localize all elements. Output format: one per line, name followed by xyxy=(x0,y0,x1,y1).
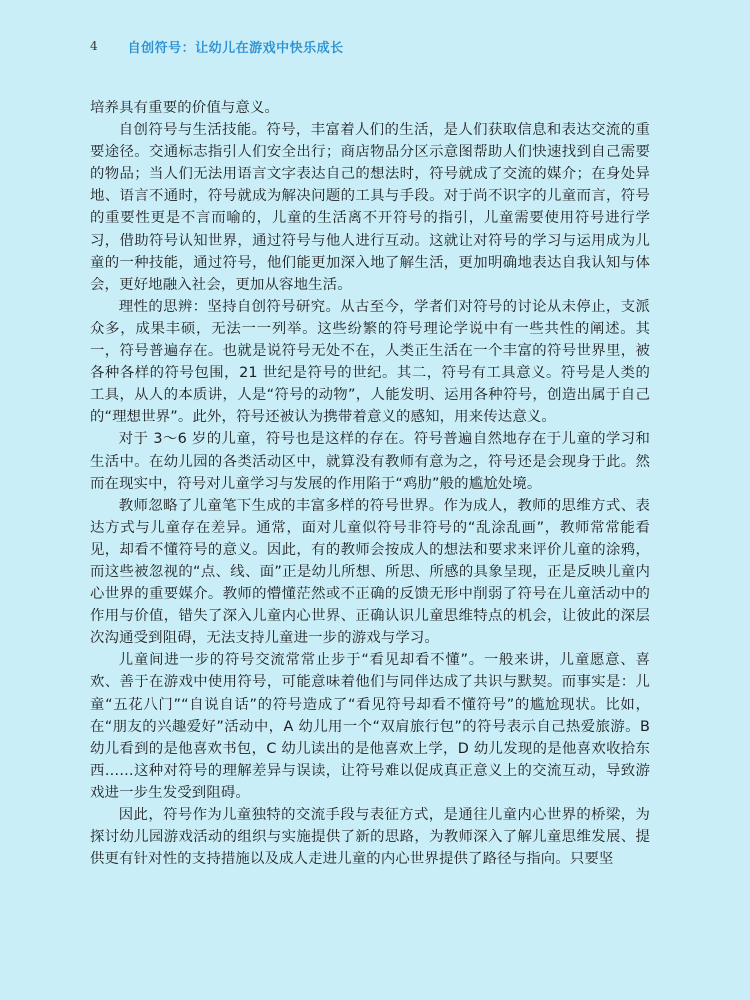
paragraph: 教师忽略了儿童笔下生成的丰富多样的符号世界。作为成人，教师的思维方式、表达方式与儿童存在差异。通常，面对儿童似符号非符号的“乱涂乱画”，教师常常能看见，却看不懂符号的意义。因此，有的教师会按成人的想法和要求来评价儿童的涂鸦，而这些被忽视的“点、线、面”正是幼儿所想、所思、所感的具象呈现，正是反映儿童内心世界的重要媒介。教师的懵懂茫然或不正确的反馈无形中削弱了符号在儿童活动中的作用与价值，错失了深入儿童内心世界、正确认识儿童思维特点的机会，让彼此的深层次沟通受到阻碍，无法支持儿童进一步的游戏与学习。 xyxy=(90,497,650,647)
paragraph: 培养具有重要的价值与意义。 xyxy=(90,100,280,116)
paragraph: 儿童间进一步的符号交流常常止步于“看见却看不懂”。一般来讲，儿童愿意、喜欢、善于在游戏中使用符号，可能意味着他们与同伴达成了共识与默契。而事实是：儿童“五花八门”“自说自话”的符号造成了“看见符号却看不懂符号”的尴尬现状。比如，在“朋友的兴趣爱好”活动中，A 幼儿用一个“双肩旅行包”的符号表示自己热爱旅游。B 幼儿看到的是他喜欢书包，C 幼儿读出的是他喜欢上学，D 幼儿发现的是他喜欢收拾东西……这种对符号的理解差异与误读，让符号难以促成真正意义上的交流互动，导致游戏进一步生发受到阻碍。 xyxy=(90,652,650,801)
paragraph: 因此，符号作为儿童独特的交流手段与表征方式，是通往儿童内心世界的桥梁，为探讨幼儿园游戏活动的组织与实施提供了新的思路，为教师深入了解儿童思维发展、提供更有针对性的支持措施以及成人走进儿童的内心世界提供了路径与指向。只要坚 xyxy=(90,807,650,868)
paragraph: 自创符号与生活技能。符号，丰富着人们的生活，是人们获取信息和表达交流的重要途径。交通标志指引人们安全出行；商店物品分区示意图帮助人们快速找到自己需要的物品；当人们无法用语言文字表达自己的想法时，符号就成了交流的媒介；在身处异地、语言不通时，符号就成为解决问题的工具与手段。对于尚不识字的儿童而言，符号的重要性更是不言而喻的，儿童的生活离不开符号的指引，儿童需要使用符号进行学习，借助符号认知世界，通过符号与他人进行互动。这就让对符号的学习与运用成为儿童的一种技能，通过符号，他们能更加深入地了解生活，更加明确地表达自我认知与体会，更好地融入社会，更加从容地生活。 xyxy=(90,122,650,293)
page-header xyxy=(90,36,344,56)
paragraph: 理性的思辨：坚持自创符号研究。从古至今，学者们对符号的讨论从未停止，支派众多，成果丰硕，无法一一列举。这些纷繁的符号理论学说中有一些共性的阐述。其一，符号普遍存在。也就是说符号无处不在，人类正生活在一个丰富的符号世界里，被各种各样的符号包围，21 世纪是符号的世纪。其二，符号有工具意义。符号是人类的工具，从人的本质讲，人是“符号的动物”，人能发明、运用各种符号，创造出属于自己的“理想世界”。此外，符号还被认为携带着意义的感知，用来传达意义。 xyxy=(90,298,650,426)
body-text xyxy=(90,97,650,870)
page-number: 4 xyxy=(90,39,98,53)
running-title: 自创符号：让幼儿在游戏中快乐成长 xyxy=(127,40,344,56)
paragraph: 对于 3～6 岁的儿童，符号也是这样的存在。符号普遍自然地存在于儿童的学习和生活中。在幼儿园的各类活动区中，就算没有教师有意为之，符号还是会现身于此。然而在现实中，符号对儿童学习与发展的作用陷于“鸡肋”般的尴尬处境。 xyxy=(90,431,650,492)
